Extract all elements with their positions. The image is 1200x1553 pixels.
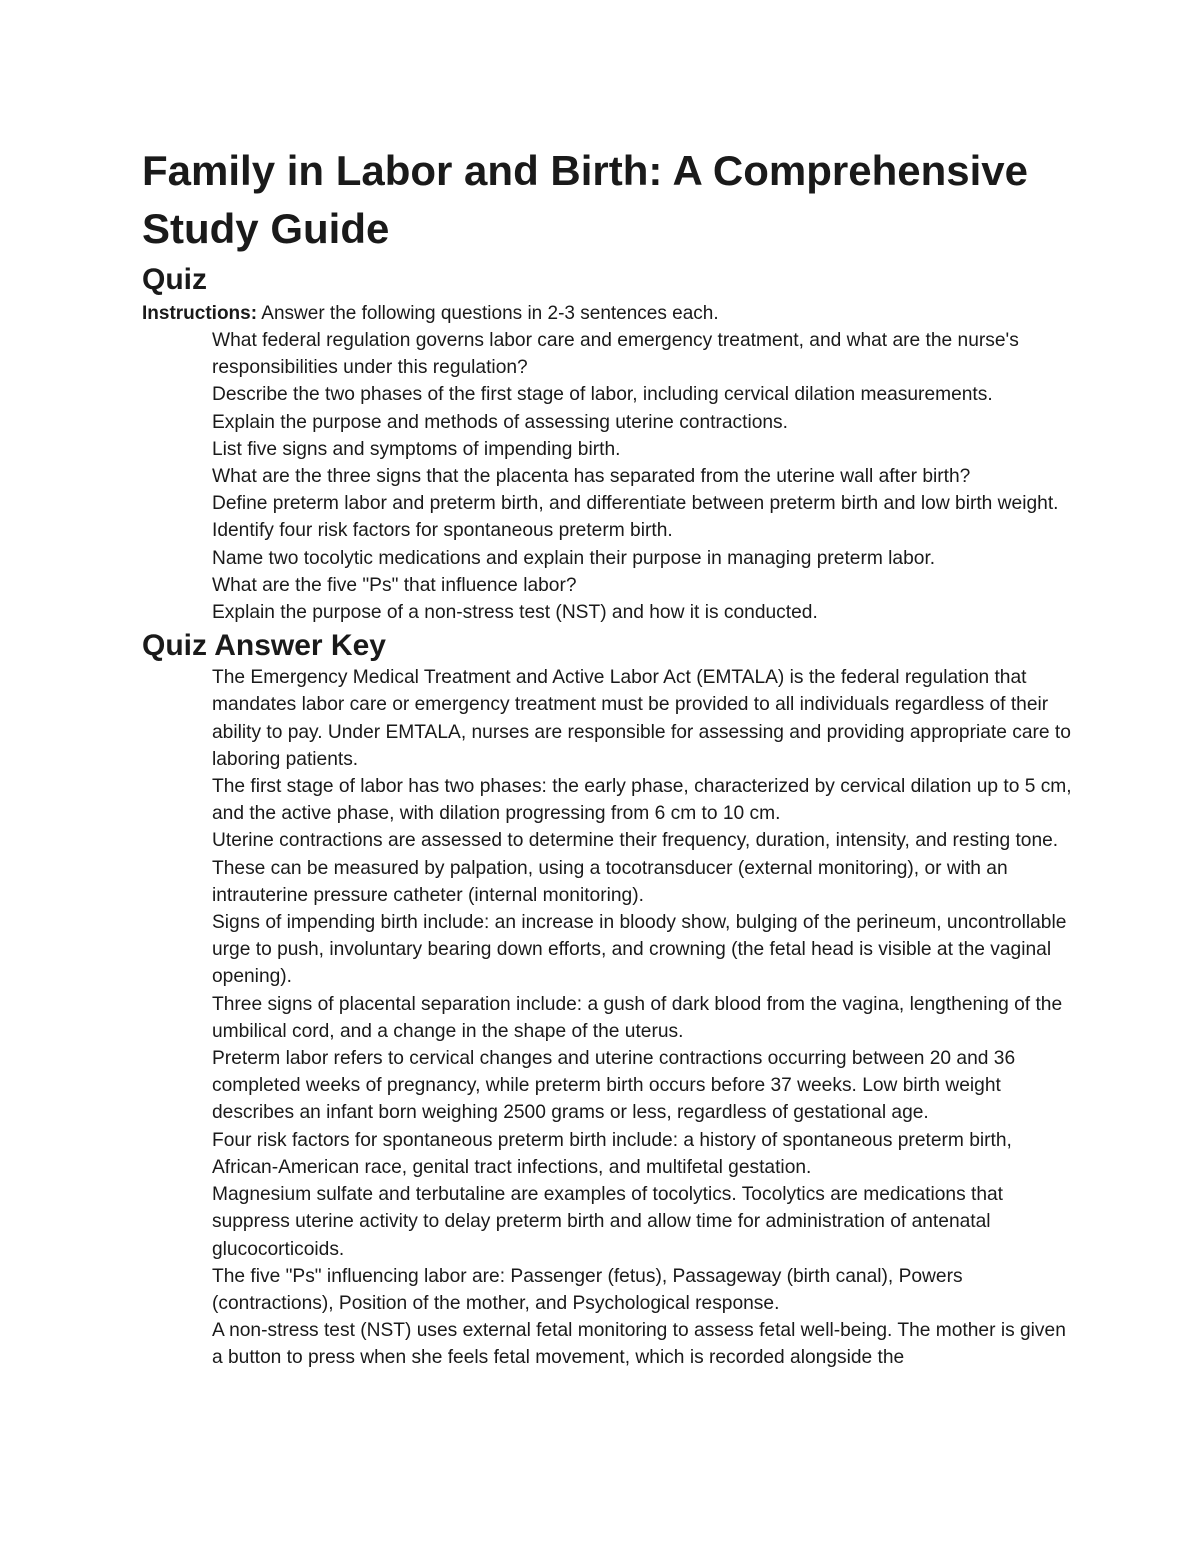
answer-8: Magnesium sulfate and terbutaline are examples of tocolytics. Tocolytics are medications that suppress uterine activity to delay preterm birth and allow time for administration of antenatal glucocorticoids. [212, 1184, 1003, 1260]
quiz-question-10: Explain the purpose of a non-stress test (NST) and how it is conducted. [212, 602, 818, 624]
quiz-question-2: Describe the two phases of the first stage of labor, including cervical dilation measurements. [212, 384, 993, 406]
quiz-question-7: Identify four risk factors for spontaneous preterm birth. [212, 520, 673, 542]
answer-key-list [142, 664, 1072, 1371]
answer-2: The first stage of labor has two phases: the early phase, characterized by cervical dilation up to 5 cm, and the active phase, with dilation progressing from 6 cm to 10 cm. [212, 776, 1072, 825]
answer-5: Three signs of placental separation include: a gush of dark blood from the vagina, lengthening of the umbilical cord, and a change in the shape of the uterus. [212, 993, 1063, 1042]
answer-6: Preterm labor refers to cervical changes and uterine contractions occurring between 20 and 36 completed weeks of pregnancy, while preterm birth occurs before 37 weeks. Low birth weight describes an infant born weighing 2500 grams or less, regardless of gestational age. [212, 1048, 1016, 1124]
answer-4: Signs of impending birth include: an increase in bloody show, bulging of the perineum, uncontrollable urge to push, involuntary bearing down efforts, and crowning (the fetal head is visible at the vaginal opening). [212, 912, 1067, 988]
answer-1: The Emergency Medical Treatment and Active Labor Act (EMTALA) is the federal regulation that mandates labor care or emergency treatment must be provided to all individuals regardless of their ability to pay. Under EMTALA, nurses are responsible for assessing and providing appropriate care to laboring patients. [212, 667, 1071, 770]
instructions-text: Answer the following questions in 2-3 sentences each. [257, 303, 719, 324]
quiz-question-1: What federal regulation governs labor care and emergency treatment, and what are the nurse's responsibilities under this regulation? [212, 330, 1019, 379]
quiz-question-list [142, 327, 1072, 626]
answer-7: Four risk factors for spontaneous preterm birth include: a history of spontaneous preterm birth, African-American race, genital tract infections, and multifetal gestation. [212, 1129, 1012, 1178]
quiz-question-6: Define preterm labor and preterm birth, and differentiate between preterm birth and low birth weight. [212, 493, 1059, 515]
answer-10: A non-stress test (NST) uses external fetal monitoring to assess fetal well-being. The mother is given a button to press when she feels fetal movement, which is recorded alongside the [212, 1320, 1066, 1369]
quiz-question-4: List five signs and symptoms of impending birth. [212, 438, 621, 460]
document-title: Family in Labor and Birth: A Comprehensive Study Guide [142, 147, 1029, 252]
quiz-instructions [142, 300, 1072, 327]
quiz-question-5: What are the three signs that the placenta has separated from the uterine wall after birth? [212, 466, 971, 488]
answer-key-heading: Quiz Answer Key [142, 629, 386, 663]
quiz-question-8: Name two tocolytic medications and explain their purpose in managing preterm labor. [212, 547, 936, 569]
instructions-label: Instructions: [142, 303, 258, 324]
quiz-question-9: What are the five "Ps" that influence labor? [212, 574, 577, 596]
quiz-heading: Quiz [142, 263, 207, 296]
answer-9: The five "Ps" influencing labor are: Passenger (fetus), Passageway (birth canal), Powers (contractions), Position of the mother, and Psychological response. [212, 1265, 963, 1314]
quiz-question-3: Explain the purpose and methods of assessing uterine contractions. [212, 411, 788, 433]
answer-3: Uterine contractions are assessed to determine their frequency, duration, intensity, and resting tone. These can be measured by palpation, using a tocotransducer (external monitoring), or with an intrauterine pressure catheter (internal monitoring). [212, 830, 1059, 906]
document-page [142, 142, 1072, 1372]
